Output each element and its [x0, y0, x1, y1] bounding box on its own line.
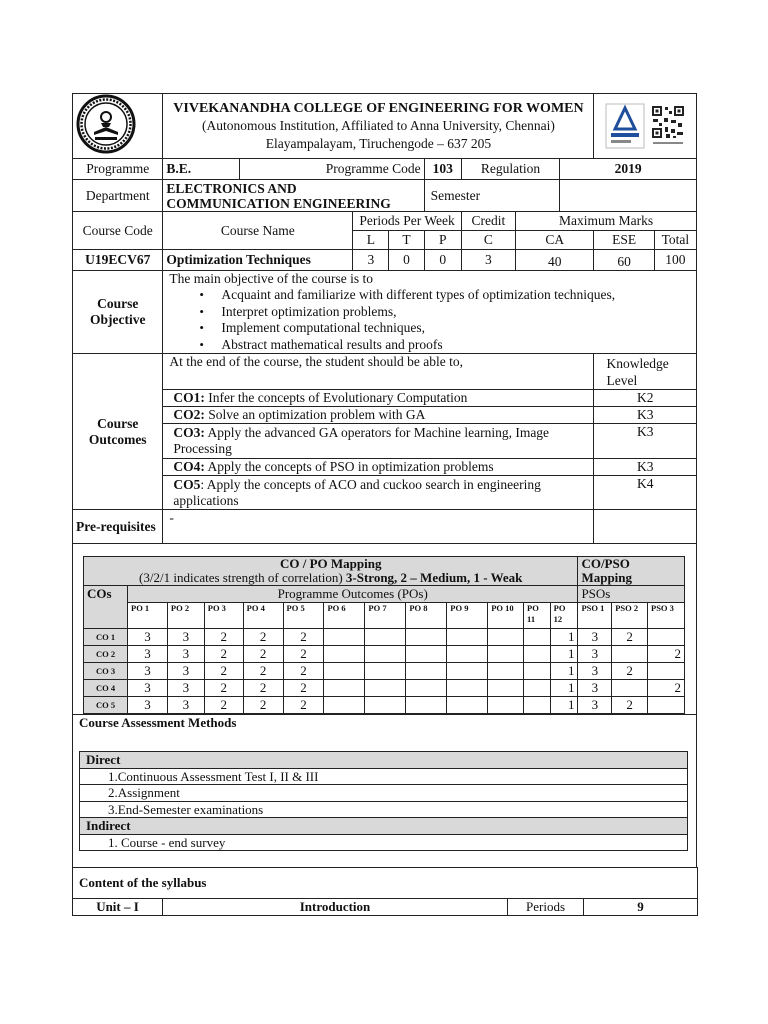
mapping-row [84, 680, 685, 697]
t-value: 0 [389, 250, 424, 271]
semester-value [560, 180, 697, 212]
po-value: 1 [550, 697, 578, 714]
direct-label: Direct [80, 752, 688, 769]
syllabus-table [72, 867, 698, 916]
pso-value: 3 [578, 629, 612, 646]
indirect-item: 1. Course - end survey [80, 834, 688, 851]
co-label: CO 5 [84, 697, 128, 714]
l-value: 3 [353, 250, 389, 271]
l-label: L [353, 231, 389, 250]
unit-title: Introduction [163, 899, 508, 916]
objective-item: • Acquaint and familiarize with different types of optimization techniques, [221, 287, 693, 304]
po-value: 3 [128, 629, 168, 646]
co-label: CO 3 [84, 663, 128, 680]
co-label: CO 1 [84, 629, 128, 646]
course-objective-label: Course Objective [73, 271, 163, 354]
ca-label: CA [516, 231, 594, 250]
pso-header: PSO 3 [648, 603, 685, 629]
po-header: PO 3 [204, 603, 243, 629]
po-value [406, 629, 447, 646]
po-value [524, 663, 551, 680]
po-value: 1 [550, 646, 578, 663]
co-label: CO 4 [84, 680, 128, 697]
course-outcomes-label: Course Outcomes [73, 354, 163, 510]
po-value: 2 [283, 629, 324, 646]
po-value [406, 697, 447, 714]
mapping-row [84, 629, 685, 646]
po-value: 3 [128, 663, 168, 680]
programme-code-label: Programme Code [239, 159, 424, 180]
co3-text: CO3: Apply the advanced GA operators for Machine learning, Image Processing [163, 424, 594, 459]
course-name-label: Course Name [163, 212, 353, 250]
pso-value: 3 [578, 646, 612, 663]
po-value: 2 [283, 680, 324, 697]
co-label: CO 2 [84, 646, 128, 663]
periods-per-week-label: Periods Per Week [353, 212, 461, 231]
po-body [84, 629, 685, 714]
mapping-title-cell [84, 557, 578, 586]
c-label: C [461, 231, 515, 250]
certification-cell [594, 94, 697, 159]
mapping-title: CO / PO Mapping [279, 556, 382, 571]
po-value: 2 [283, 663, 324, 680]
po-value: 2 [204, 663, 243, 680]
course-code-label: Course Code [73, 212, 163, 250]
college-name: VIVEKANANDHA COLLEGE OF ENGINEERING FOR WOMEN [173, 100, 584, 116]
college-header [163, 94, 594, 159]
po-value: 2 [243, 697, 283, 714]
mapping-row [84, 646, 685, 663]
prerequisites-extra [594, 510, 697, 544]
pso-header: PSO 2 [612, 603, 648, 629]
po-value [488, 646, 524, 663]
pso-mapping-title: CO/PSO Mapping [578, 557, 685, 586]
po-header: PO 7 [365, 603, 406, 629]
co1-level: K2 [594, 390, 697, 407]
ese-value: 60 [594, 250, 654, 271]
mapping-row [84, 697, 685, 714]
pso-value [612, 646, 648, 663]
po-value [324, 629, 365, 646]
po-header: PO 12 [550, 603, 578, 629]
pso-value: 3 [578, 663, 612, 680]
p-value: 0 [424, 250, 461, 271]
programme-label: Programme [73, 159, 163, 180]
po-value [365, 663, 406, 680]
total-value: 100 [654, 250, 696, 271]
co1-text: CO1: Infer the concepts of Evolutionary Computation [163, 390, 594, 407]
c-value: 3 [461, 250, 515, 271]
ese-label: ESE [594, 231, 654, 250]
po-value: 2 [243, 629, 283, 646]
co-po-mapping-section [72, 544, 697, 714]
unit-periods-label: Periods [508, 899, 584, 916]
pso-value: 2 [648, 680, 685, 697]
po-value [447, 629, 488, 646]
po-value [406, 680, 447, 697]
po-value [524, 629, 551, 646]
po-value [365, 680, 406, 697]
po-value: 3 [167, 697, 204, 714]
objective-item: • Implement computational techniques, [221, 320, 693, 337]
po-value: 2 [204, 646, 243, 663]
p-label: P [424, 231, 461, 250]
po-value: 2 [243, 663, 283, 680]
po-group-label: Programme Outcomes (POs) [128, 586, 578, 603]
po-value [488, 663, 524, 680]
direct-item: 3.End-Semester examinations [80, 801, 688, 818]
po-value: 2 [243, 680, 283, 697]
po-value: 3 [128, 697, 168, 714]
programme-code-value: 103 [424, 159, 461, 180]
objective-item: • Abstract mathematical results and proofs [221, 337, 693, 354]
pso-value [648, 629, 685, 646]
po-value: 1 [550, 663, 578, 680]
regulation-value: 2019 [560, 159, 697, 180]
po-header: PO 4 [243, 603, 283, 629]
po-value: 2 [204, 680, 243, 697]
po-value: 1 [550, 629, 578, 646]
po-value [365, 629, 406, 646]
pso-value [612, 680, 648, 697]
objective-item: • Interpret optimization problems, [221, 304, 693, 321]
knowledge-level-label: Knowledge Level [594, 354, 697, 390]
po-value: 3 [167, 629, 204, 646]
objective-intro: The main objective of the course is to [169, 271, 373, 286]
objective-list [169, 287, 693, 353]
college-address: Elayampalayam, Tiruchengode – 637 205 [265, 135, 492, 151]
college-affiliation: (Autonomous Institution, Affiliated to Anna University, Chennai) [202, 117, 555, 133]
unit-label: Unit – I [73, 899, 163, 916]
co5-level: K4 [594, 476, 697, 510]
assessment-title: Course Assessment Methods [79, 715, 237, 730]
po-value: 3 [167, 663, 204, 680]
co2-level: K3 [594, 407, 697, 424]
department-value: ELECTRONICS AND COMMUNICATION ENGINEERING [163, 180, 424, 212]
po-value: 2 [243, 646, 283, 663]
college-emblem-icon [76, 94, 136, 154]
po-value [524, 646, 551, 663]
pso-group-label: PSOs [578, 586, 685, 603]
credit-label: Credit [461, 212, 515, 231]
po-header: PO 11 [524, 603, 551, 629]
po-header: PO 6 [324, 603, 365, 629]
po-value [324, 663, 365, 680]
pso-value: 2 [612, 663, 648, 680]
cos-label: COs [84, 586, 128, 629]
po-value: 2 [283, 697, 324, 714]
pso-value: 3 [578, 697, 612, 714]
po-header: PO 1 [128, 603, 168, 629]
pso-value: 2 [648, 646, 685, 663]
course-name-value: Optimization Techniques [163, 250, 353, 271]
course-code-value: U19ECV67 [73, 250, 163, 271]
mapping-note: (3/2/1 indicates strength of correlation) 3-Strong, 2 – Medium, 1 - Weak [139, 570, 523, 585]
syllabus-document [72, 93, 697, 916]
po-value [324, 646, 365, 663]
ca-value: 40 [516, 250, 594, 271]
po-header: PO 8 [406, 603, 447, 629]
po-value [406, 646, 447, 663]
po-value [447, 697, 488, 714]
po-header: PO 5 [283, 603, 324, 629]
po-value [365, 697, 406, 714]
pso-header: PSO 1 [578, 603, 612, 629]
semester-label: Semester [424, 180, 560, 212]
iso-certification-icon [605, 103, 645, 149]
po-value [524, 680, 551, 697]
po-header-row [84, 603, 685, 629]
programme-value: B.E. [163, 159, 239, 180]
co5-text: CO5: Apply the concepts of ACO and cuckoo search in engineering applications [163, 476, 594, 510]
qr-code-icon [651, 105, 685, 147]
co4-text: CO4: Apply the concepts of PSO in optimization problems [163, 459, 594, 476]
course-objective-content [163, 271, 697, 354]
po-value [488, 697, 524, 714]
po-value [447, 646, 488, 663]
po-value [365, 646, 406, 663]
outcomes-intro: At the end of the course, the student should be able to, [163, 354, 594, 390]
po-value: 3 [167, 680, 204, 697]
prerequisites-value: - [163, 510, 594, 544]
regulation-label: Regulation [461, 159, 559, 180]
po-header: PO 2 [167, 603, 204, 629]
assessment-table [79, 751, 688, 851]
maximum-marks-label: Maximum Marks [516, 212, 697, 231]
po-header: PO 10 [488, 603, 524, 629]
direct-item: 2.Assignment [80, 785, 688, 802]
po-value [447, 680, 488, 697]
total-label: Total [654, 231, 696, 250]
department-label: Department [73, 180, 163, 212]
syllabus-title: Content of the syllabus [73, 868, 698, 899]
logo-cell [73, 94, 163, 159]
indirect-label: Indirect [80, 818, 688, 835]
mapping-row [84, 663, 685, 680]
po-value [324, 697, 365, 714]
po-value [488, 629, 524, 646]
po-value [406, 663, 447, 680]
pso-value [648, 663, 685, 680]
po-value: 3 [128, 646, 168, 663]
unit-periods-value: 9 [584, 899, 698, 916]
po-value: 3 [167, 646, 204, 663]
co-po-mapping-table [83, 556, 685, 714]
pso-value: 2 [612, 697, 648, 714]
t-label: T [389, 231, 424, 250]
course-info-table [72, 93, 697, 544]
po-value [488, 680, 524, 697]
po-value: 2 [204, 629, 243, 646]
po-value: 1 [550, 680, 578, 697]
prerequisites-label: Pre-requisites [73, 510, 163, 544]
po-value [324, 680, 365, 697]
po-value: 2 [283, 646, 324, 663]
direct-item: 1.Continuous Assessment Test I, II & III [80, 768, 688, 785]
pso-value: 3 [578, 680, 612, 697]
pso-value [648, 697, 685, 714]
po-value: 2 [204, 697, 243, 714]
assessment-section [72, 714, 697, 867]
po-header: PO 9 [447, 603, 488, 629]
pso-value: 2 [612, 629, 648, 646]
po-value [447, 663, 488, 680]
co2-text: CO2: Solve an optimization problem with GA [163, 407, 594, 424]
co3-level: K3 [594, 424, 697, 459]
po-value: 3 [128, 680, 168, 697]
co4-level: K3 [594, 459, 697, 476]
po-value [524, 697, 551, 714]
